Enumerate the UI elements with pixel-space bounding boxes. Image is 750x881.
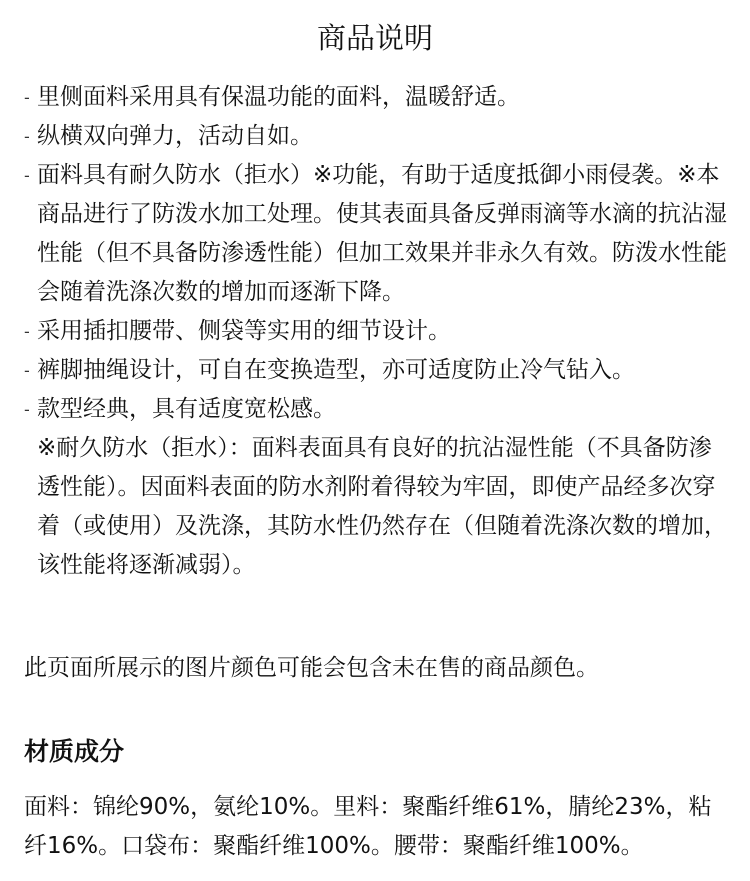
feature-text: 面料具有耐久防水（拒水）※功能，有助于适度抵御小雨侵袭。※本商品进行了防泼水加工处理。使其表面具备反弹雨滴等水滴的抗沾湿性能（但不具备防渗透性能）但加工效果并非永久有效。防泼水性能会随着洗涤次数的增加而逐渐下降。	[37, 162, 727, 305]
feature-item	[24, 351, 728, 390]
dash-bullet-icon: -	[24, 400, 30, 419]
page-title: 商品说明	[316, 21, 433, 55]
feature-item	[24, 390, 728, 429]
dash-bullet-icon: -	[24, 127, 30, 146]
feature-item	[24, 156, 728, 312]
feature-item	[24, 117, 728, 156]
feature-text: 里侧面料采用具有保温功能的面料，温暖舒适。	[37, 84, 520, 110]
dash-bullet-icon: -	[24, 322, 30, 341]
feature-text: 采用插扣腰带、侧袋等实用的细节设计。	[37, 318, 451, 344]
color-disclaimer: 此页面所展示的图片颜色可能会包含未在售的商品颜色。	[24, 655, 599, 681]
feature-text: 款型经典，具有适度宽松感。	[37, 396, 336, 422]
feature-list	[24, 78, 728, 585]
feature-item	[24, 312, 728, 351]
material-heading: 材质成分	[24, 737, 125, 766]
dash-bullet-icon: -	[24, 166, 30, 185]
waterproof-note: ※耐久防水（拒水）：面料表面具有良好的抗沾湿性能（不具备防渗透性能）。因面料表面的防水剂附着得较为牢固，即使产品经多次穿着（或使用）及洗涤，其防水性仍然存在（但随着洗涤次数的增加，该性能将逐渐减弱）。	[37, 435, 727, 578]
dash-bullet-icon: -	[24, 88, 30, 107]
feature-text: 裤脚抽绳设计，可自在变换造型，亦可适度防止冷气钻入。	[37, 357, 635, 383]
feature-text: 纵横双向弹力，活动自如。	[37, 123, 313, 149]
feature-item	[24, 78, 728, 117]
material-text: 面料：锦纶90%，氨纶10%。里料：聚酯纤维61%，腈纶23%，粘纤16%。口袋布：聚酯纤维100%。腰带：聚酯纤维100%。	[24, 794, 712, 859]
dash-bullet-icon: -	[24, 361, 30, 380]
